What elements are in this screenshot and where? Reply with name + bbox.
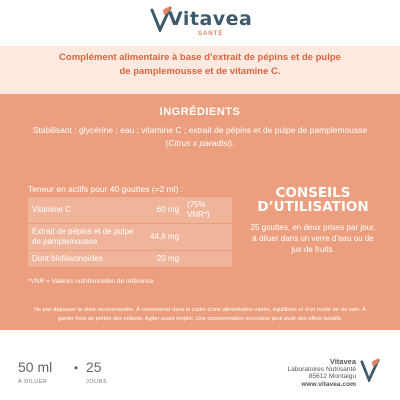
nutrient-vnr: (75% VNR*): [183, 197, 232, 223]
usage-text: 25 gouttes, en deux prises par jour, à diluer dans un verre d’eau ou de jus de fruits.: [250, 223, 376, 254]
v-leaf-icon: [360, 358, 380, 382]
nutrient-name: Vitamine C: [28, 197, 138, 223]
info-panel: [0, 94, 400, 330]
intro-line-2: de pamplemousse et de vitamine C.: [119, 66, 281, 77]
company-line-1: Laboratoires Nutrisanté: [287, 365, 356, 373]
ingredients-end: ).: [229, 138, 235, 148]
intro-line-1: Complément alimentaire à base d’extrait de pépins et de pulpe: [59, 52, 341, 63]
table-row: [28, 251, 232, 267]
nutrient-value: 44,6 mg: [138, 224, 183, 250]
ingredients-main: Stabilisant : glycérine ; eau ; vitamine C ; extrait de pépins et de pulpe de pamplemousse (: [32, 125, 368, 148]
days-label: JOURS: [86, 379, 108, 385]
table-row: [28, 224, 232, 250]
warning-text: Ne pas dépasser la dose recommandée. À consommer dans le cadre d’une alimentation variée, équilibrée et d’un mode de vie sain. À garder hors de portée des enfants. Agiter avant emploi. Une consommation excessive peut avoir des effets laxatifs.: [33, 307, 367, 322]
footer: [0, 342, 400, 400]
volume-label: À DILUER: [18, 379, 48, 385]
product-description: [40, 51, 360, 79]
company-website: www.vitavea.com: [301, 380, 356, 388]
warning-band: [0, 300, 400, 342]
company-info: [256, 358, 356, 388]
nutrition-title: Teneur en actifs pour 40 gouttes (=2 ml) :: [28, 184, 184, 194]
nutrient-vnr: [183, 251, 232, 267]
nutrient-value: 20 mg: [138, 251, 183, 267]
usage-title-line-1: CONSEILS: [275, 185, 351, 201]
days-value: 25: [86, 359, 102, 375]
volume-value: 50 ml: [18, 359, 53, 375]
intro-band: [0, 46, 400, 94]
nutrient-value: 60 mg: [138, 197, 183, 223]
nutrient-name: Dont bioflavonoïdes: [28, 251, 138, 267]
company-line-2: 85612 Montaigu: [308, 373, 356, 380]
nutrient-vnr: [183, 224, 232, 250]
brand-logo: [150, 6, 260, 38]
usage-title: [248, 186, 378, 214]
ingredients-latin: Citrus x paradisi: [168, 138, 230, 148]
brand-tagline: SANTÉ: [198, 31, 224, 37]
vnr-note: *VNR = Valeurs nutritionnelles de référence: [28, 278, 154, 285]
usage-title-line-2: D’UTILISATION: [257, 199, 369, 215]
header: [0, 0, 400, 46]
nutrition-table: [28, 196, 232, 268]
separator-dot: •: [74, 361, 79, 375]
nutrient-name: Extrait de pépins et de pulpe de pamplemousse: [28, 224, 138, 250]
brand-name: Vitavea: [168, 8, 253, 30]
company-name: Vitavea: [329, 357, 356, 366]
ingredients-text: [30, 124, 370, 150]
ingredients-title: INGRÉDIENTS: [159, 106, 241, 118]
usage-advice: [248, 186, 378, 255]
table-row: [28, 197, 232, 223]
